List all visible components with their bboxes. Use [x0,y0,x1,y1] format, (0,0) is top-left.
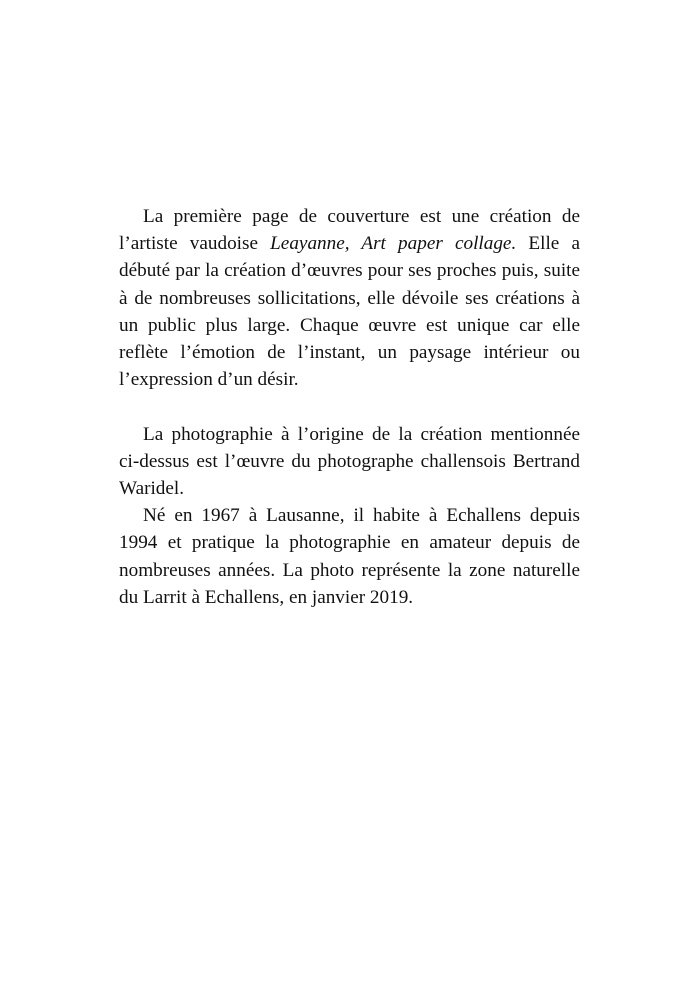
paragraph-photographer-bio: Né en 1967 à Lausanne, il habite à Echallens depuis 1994 et pratique la photographie en amateur depuis de nombreuses années. La photo représente la zone naturelle du Larrit à Echallens, en janvier 2019. [119,505,580,608]
cover-artist-text-start: La première page de couverture est une création de l’artiste vaudoise [119,206,580,255]
artist-name-italic: Leayanne, Art paper collage. [270,233,517,255]
body-text [119,203,580,611]
cover-artist-text-end: Elle a débuté par la création d’œuvres pour ses proches puis, suite à de nombreuses sollicitations, elle dévoile ses créations à un public plus large. Chaque œuvre est unique car elle reflète l’émotion de l’instant, un paysage intérieur ou l’expression d’un désir. [119,233,580,391]
paragraph-photo-origin: La photographie à l’origine de la création mentionnée ci-dessus est l’œuvre du photographe challensois Bertrand Waridel. [119,423,580,500]
paragraph-spacer [119,393,580,420]
paragraph-cover-artist [119,203,580,393]
